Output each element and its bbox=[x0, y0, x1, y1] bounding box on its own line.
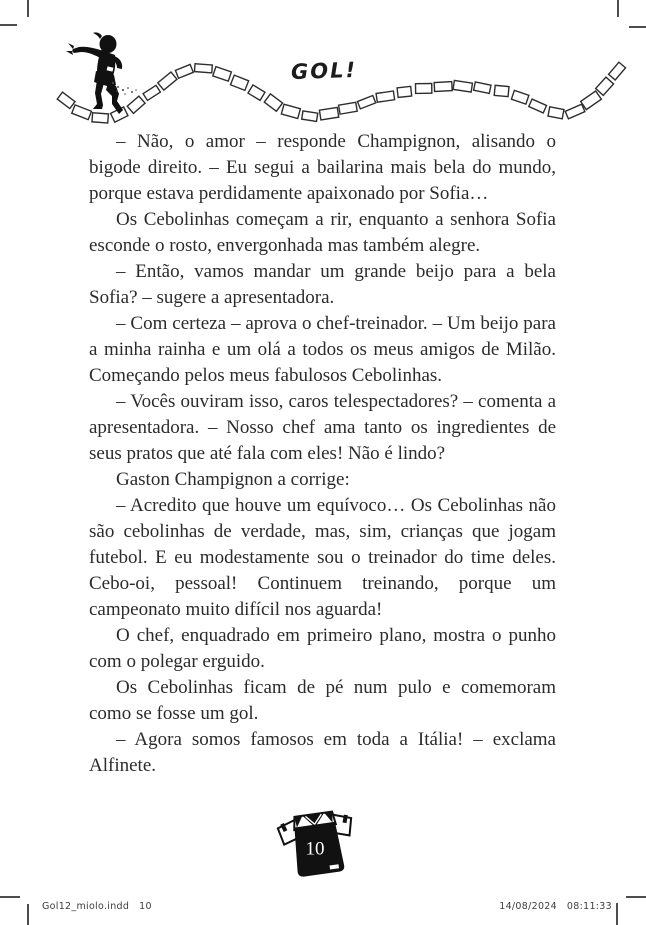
print-timestamp: 14/08/2024 08:11:33 bbox=[499, 901, 612, 912]
paragraph: – Vocês ouviram isso, caros telespectadores? – comenta a apresentadora. – Nosso chef ama tanto os ingredientes de seus pratos que até fala com eles! Não é lindo? bbox=[89, 391, 556, 464]
film-strip-segment bbox=[581, 91, 602, 110]
paragraph: – Acredito que houve um equívoco… Os Cebolinhas não são cebolinhas de verdade, mas, sim, crianças que jogam futebol. E eu modestamente sou o treinador do time deles. Cebo-oi, pessoal! Continuem treinando, porque um campeonato muito difícil nos aguarda! bbox=[89, 495, 556, 620]
film-strip-segment bbox=[609, 62, 626, 80]
film-strip-segment bbox=[453, 80, 472, 92]
paragraph: Os Cebolinhas começam a rir, enquanto a senhora Sofia esconde o rosto, envergonhada mas também alegre. bbox=[89, 209, 556, 256]
paragraph: – Não, o amor – responde Champignon, alisando o bigode direito. – Eu segui a bailarina mais bela do mundo, porque estava perdidamente apaixonado por Sofia… bbox=[89, 131, 556, 204]
film-strip-segment bbox=[494, 85, 509, 96]
film-strip-segment bbox=[264, 94, 282, 111]
film-strip-segment bbox=[376, 91, 395, 102]
crop-mark-bottom-left-h bbox=[0, 896, 20, 898]
paragraph: – Então, vamos mandar um grande beijo para a bela Sofia? – sugere a apresentadora. bbox=[89, 261, 556, 308]
soccer-jersey-icon bbox=[272, 796, 362, 886]
film-strip-segment bbox=[213, 67, 232, 81]
film-strip-segment bbox=[397, 86, 412, 97]
film-strip-segment bbox=[511, 90, 528, 104]
chapter-title: GOL! bbox=[290, 57, 358, 85]
film-strip-segment bbox=[416, 84, 432, 94]
film-strip-segment bbox=[565, 104, 585, 119]
film-strip-segment bbox=[596, 77, 614, 95]
film-strip-segment bbox=[143, 85, 160, 100]
paragraph: Os Cebolinhas ficam de pé num pulo e comemoram como se fosse um gol. bbox=[89, 677, 556, 724]
film-strip-segment bbox=[302, 111, 318, 121]
film-strip-segment bbox=[248, 85, 265, 100]
film-strip-segment bbox=[194, 64, 212, 73]
paragraph: – Com certeza – aprova o chef-treinador. – Um beijo para a minha rainha e um olá a todos os meus amigos de Milão. Começando pelos meus fabulosos Cebolinhas. bbox=[89, 313, 556, 386]
paragraph: – Agora somos famosos em toda a Itália! – exclama Alfinete. bbox=[89, 729, 556, 776]
film-strip-segment bbox=[281, 104, 300, 118]
body-text bbox=[89, 129, 556, 779]
soccer-player-silhouette-icon bbox=[66, 30, 140, 118]
film-strip-segment bbox=[434, 82, 452, 92]
film-strip-segment bbox=[319, 107, 338, 119]
paragraph: Gaston Champignon a corrige: bbox=[116, 469, 350, 490]
film-strip-segment bbox=[529, 99, 547, 113]
paragraph: O chef, enquadrado em primeiro plano, mostra o punho com o polegar erguido. bbox=[89, 625, 556, 672]
print-file-info: Gol12_miolo.indd 10 bbox=[42, 901, 152, 912]
film-strip-segment bbox=[339, 102, 358, 114]
crop-mark-bottom-right-h bbox=[626, 896, 646, 898]
crop-mark-bottom-left-v bbox=[27, 904, 29, 925]
film-strip-segment bbox=[474, 82, 491, 94]
film-strip-segment bbox=[231, 75, 249, 90]
page-number: 10 bbox=[305, 838, 325, 860]
film-strip-segment bbox=[175, 64, 193, 78]
film-strip-segment bbox=[357, 96, 375, 109]
film-strip-segment bbox=[158, 72, 177, 90]
crop-mark-bottom-right-v bbox=[616, 903, 618, 925]
film-strip-segment bbox=[548, 107, 564, 119]
